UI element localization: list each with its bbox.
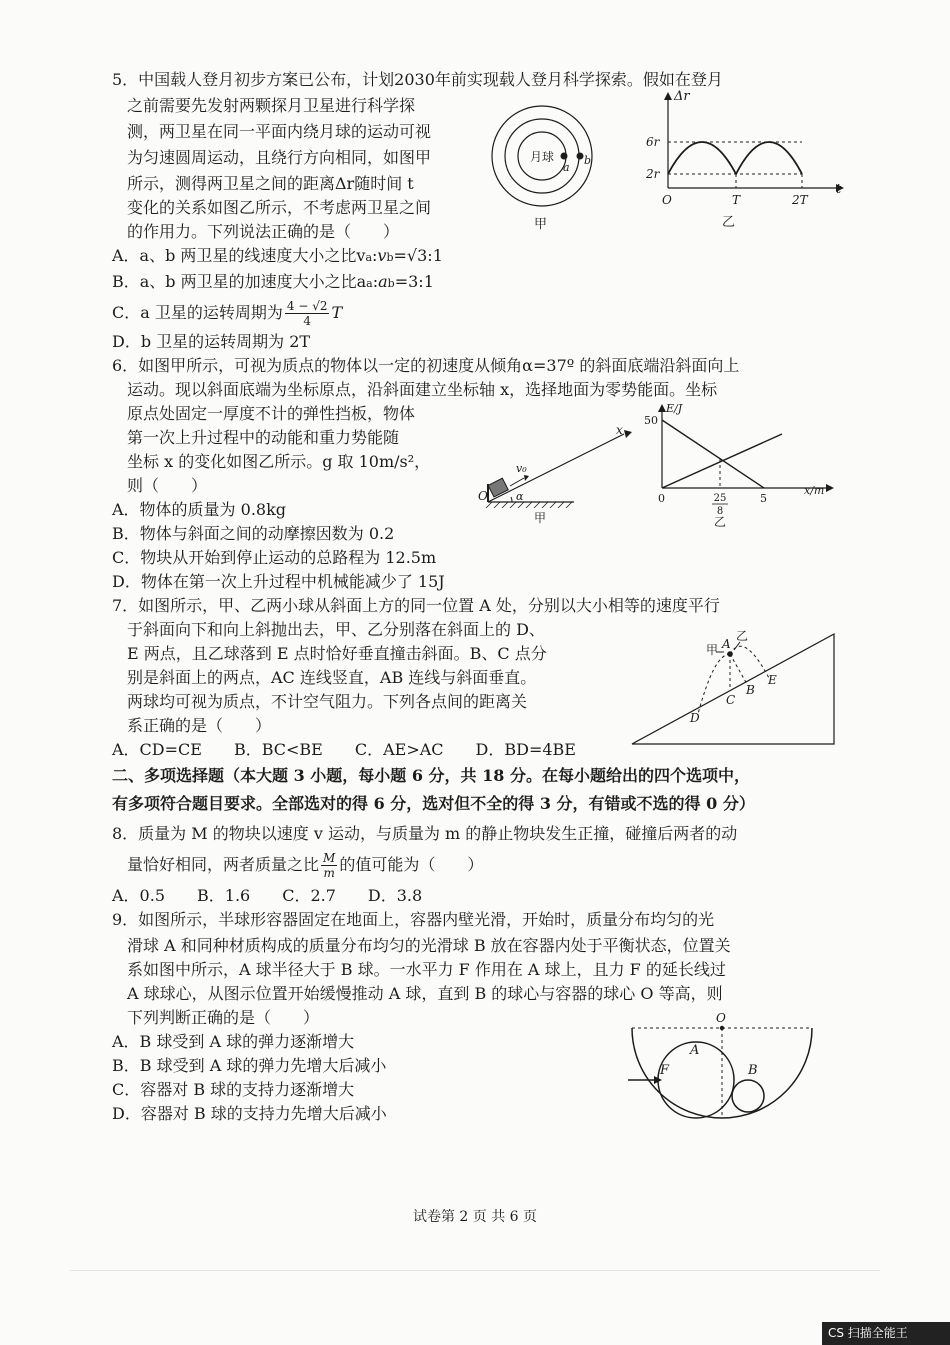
q8-line-1: 8．质量为 M 的物块以速度 v 运动，与质量为 m 的静止物块发生正撞，碰撞后两者的动: [112, 824, 738, 843]
q6-caption-yi: 乙: [714, 515, 727, 528]
q6-line-4: 第一次上升过程中的动能和重力势能随: [127, 428, 400, 447]
q6-block: [488, 478, 508, 497]
q5-label-a: a: [563, 161, 570, 174]
q6-option-d: D．物体在第一次上升过程中机械能减少了 15J: [112, 572, 445, 591]
q6-line-5: 坐标 x 的变化如图乙所示。g 取 10m/s²，: [127, 452, 431, 471]
q6-caption-jia: 甲: [534, 511, 547, 525]
q7-point-A: [727, 651, 733, 657]
q6-tick-5: 5: [760, 492, 767, 505]
q7-line-5: 两球均可视为质点，不计空气阻力。下列各点间的距离关: [127, 692, 528, 711]
q7-figure: [626, 626, 846, 750]
q5-line-7: 的作用力。下列说法正确的是（ ）: [127, 222, 400, 241]
q7-line-2: 于斜面向下和向上斜抛出去，甲、乙分别落在斜面上的 D、: [127, 620, 545, 639]
q5-option-b: B．a、b 两卫星的加速度大小之比aa:ab=3:1: [112, 272, 434, 291]
q9-line-3: 系如图中所示，A 球半径大于 B 球。一水平力 F 作用在 A 球上，且力 F 的延长线过: [127, 960, 726, 979]
q7-line-4: 别是斜面上的两点，AC 连线竖直，AB 连线与斜面垂直。: [127, 668, 537, 687]
q5-line-6: 变化的关系如图乙所示，不考虑两卫星之间: [127, 198, 432, 217]
q5-figure-yi: [640, 82, 850, 232]
q5-x-axis-label: t: [836, 182, 842, 197]
q5-distance-curve: [668, 142, 802, 174]
q6-option-a: A．物体的质量为 0.8kg: [112, 500, 287, 519]
q6-line-3: 原点处固定一厚度不计的弹性挡板，物体: [127, 404, 416, 423]
q5-tick-6r: 6r: [646, 135, 660, 149]
q6-y-axis-label: E/J: [666, 402, 683, 415]
q6-figure-yi: [640, 398, 850, 528]
q9-figure: [620, 1008, 824, 1148]
q7-label-E: E: [768, 673, 777, 687]
q6-origin: 0: [658, 492, 665, 505]
q6-alpha: α: [516, 490, 524, 503]
q9-option-d: D．容器对 B 球的支持力先增大后减小: [112, 1104, 387, 1123]
q5-option-c-fraction: $\frac{4 - √2}{4}$: [286, 299, 328, 328]
q7-line-1: 7．如图所示，甲、乙两小球从斜面上方的同一位置 A 处，分别以大小相等的速度平行: [112, 596, 720, 615]
q5-line-1: 5．中国载人登月初步方案已公布，计划2030年前实现载人登月科学探索。假如在登月: [112, 70, 723, 89]
q9-ball-B: [732, 1080, 764, 1112]
q5-caption-yi: 乙: [722, 215, 736, 230]
q7-line-3: E 两点，且乙球落到 E 点时恰好垂直撞击斜面。B、C 点分: [127, 644, 547, 663]
q5-option-c: C．a 卫星的运转周期为 $\frac{4 - √2}{4}$ T: [112, 299, 343, 328]
q5-caption-jia: 甲: [534, 217, 548, 232]
q5-figure-jia: [490, 104, 600, 234]
q6-option-b: B．物体与斜面之间的动摩擦因数为 0.2: [112, 524, 395, 543]
q6-option-c: C．物块从开始到停止运动的总路程为 12.5m: [112, 548, 437, 567]
q6-tick-50: 50: [644, 414, 658, 427]
q7-path-yi: [730, 646, 770, 680]
q5-line-5: 所示，测得两卫星之间的距离Δr随时间 t: [127, 174, 414, 193]
footer-divider: [70, 1270, 880, 1271]
q5-line-3: 测，两卫星在同一平面内绕月球的运动可视: [127, 122, 432, 141]
q7-label-yi: 乙: [736, 629, 749, 643]
q8-mass-ratio-fraction: $\frac{M}{m}$: [323, 851, 336, 880]
q6-origin-O: O: [478, 489, 488, 503]
q5-tick-T: T: [732, 193, 741, 207]
page-footer: 试卷第 2 页 共 6 页: [412, 1209, 538, 1225]
q5-satellite-a: [561, 153, 568, 160]
q9-label-A: A: [690, 1043, 700, 1058]
q9-option-c: C．容器对 B 球的支持力逐渐增大: [112, 1080, 355, 1099]
q7-incline: [632, 634, 834, 744]
q5-option-d: D．b 卫星的运转周期为 2T: [112, 332, 311, 351]
q9-line-5: 下列判断正确的是（ ）: [127, 1008, 320, 1027]
q8-line-2: 量恰好相同，两者质量之比 $\frac{M}{m}$ 的值可能为（ ）: [127, 851, 484, 880]
q9-label-B: B: [748, 1063, 758, 1078]
q6-line-2: 运动。现以斜面底端为坐标原点，沿斜面建立坐标轴 x，选择地面为零势能面。坐标: [127, 380, 718, 399]
q5-tick-2r: 2r: [646, 167, 660, 181]
q5-moon-label: 月球: [529, 150, 555, 164]
q6-kinetic-energy-line: [662, 420, 764, 488]
q7-label-jia: 甲: [706, 643, 719, 657]
section-2-heading-line-2: 有多项符合题目要求。全部选对的得 6 分，选对但不全的得 3 分，有错或不选的得 0 分）: [112, 794, 755, 813]
q7-label-B: B: [746, 683, 755, 697]
q7-label-A: A: [722, 637, 731, 651]
q9-label-O: O: [716, 1011, 726, 1025]
section-2-heading-line-1: 二、多项选择题（本大题 3 小题，每小题 6 分，共 18 分。在每小题给出的四个选项中，: [112, 766, 750, 785]
q5-label-b: b: [584, 154, 592, 167]
q6-tick-frac-num: 25: [713, 493, 727, 504]
q6-axis-x: x: [616, 423, 623, 437]
q6-line-1: 6．如图甲所示，可视为质点的物体以一定的初速度从倾角α=37º 的斜面底端沿斜面向上: [112, 356, 740, 375]
q9-line-4: A 球球心，从图示位置开始缓慢推动 A 球，直到 B 的球心与容器的球心 O 等高，则: [127, 984, 723, 1003]
q5-line-2: 之前需要先发射两颗探月卫星进行科学探: [127, 96, 416, 115]
q9-line-2: 滑球 A 和同种材质构成的质量分布均匀的光滑球 B 放在容器内处于平衡状态，位置关: [127, 936, 731, 955]
q6-figure-jia: [476, 420, 636, 530]
q6-tick-frac-den: 8: [716, 506, 724, 517]
q5-satellite-b: [577, 153, 584, 160]
q8-options: A．0.5 B．1.6 C．2.7 D．3.8: [112, 886, 423, 905]
scanner-watermark-badge: CS 扫描全能王: [822, 1322, 950, 1345]
q6-x-axis-label: x/m: [804, 484, 825, 497]
q7-label-C: C: [726, 693, 736, 707]
q5-y-axis-label: Δr: [674, 89, 690, 104]
q6-incline: [488, 434, 624, 502]
q5-origin: O: [662, 193, 672, 207]
q9-label-F: F: [660, 1063, 670, 1078]
q9-line-1: 9．如图所示，半球形容器固定在地面上，容器内壁光滑，开始时，质量分布均匀的光: [112, 910, 715, 929]
q6-potential-energy-line: [662, 434, 782, 488]
q5-line-4: 为匀速圆周运动，且绕行方向相同，如图甲: [127, 148, 432, 167]
q6-line-6: 则（ ）: [127, 476, 208, 495]
q5-option-a: A．a、b 两卫星的线速度大小之比va:vb=√3:1: [112, 246, 443, 265]
q7-line-6: 系正确的是（ ）: [127, 716, 272, 735]
q9-option-b: B．B 球受到 A 球的弹力先增大后减小: [112, 1056, 387, 1075]
q5-tick-2T: 2T: [792, 193, 808, 207]
q9-option-a: A．B 球受到 A 球的弹力逐渐增大: [112, 1032, 355, 1051]
q7-label-D: D: [690, 711, 700, 725]
q7-options: A．CD=CE B．BC<BE C．AE>AC D．BD=4BE: [112, 740, 576, 759]
q6-v0-label: v₀: [516, 462, 527, 475]
